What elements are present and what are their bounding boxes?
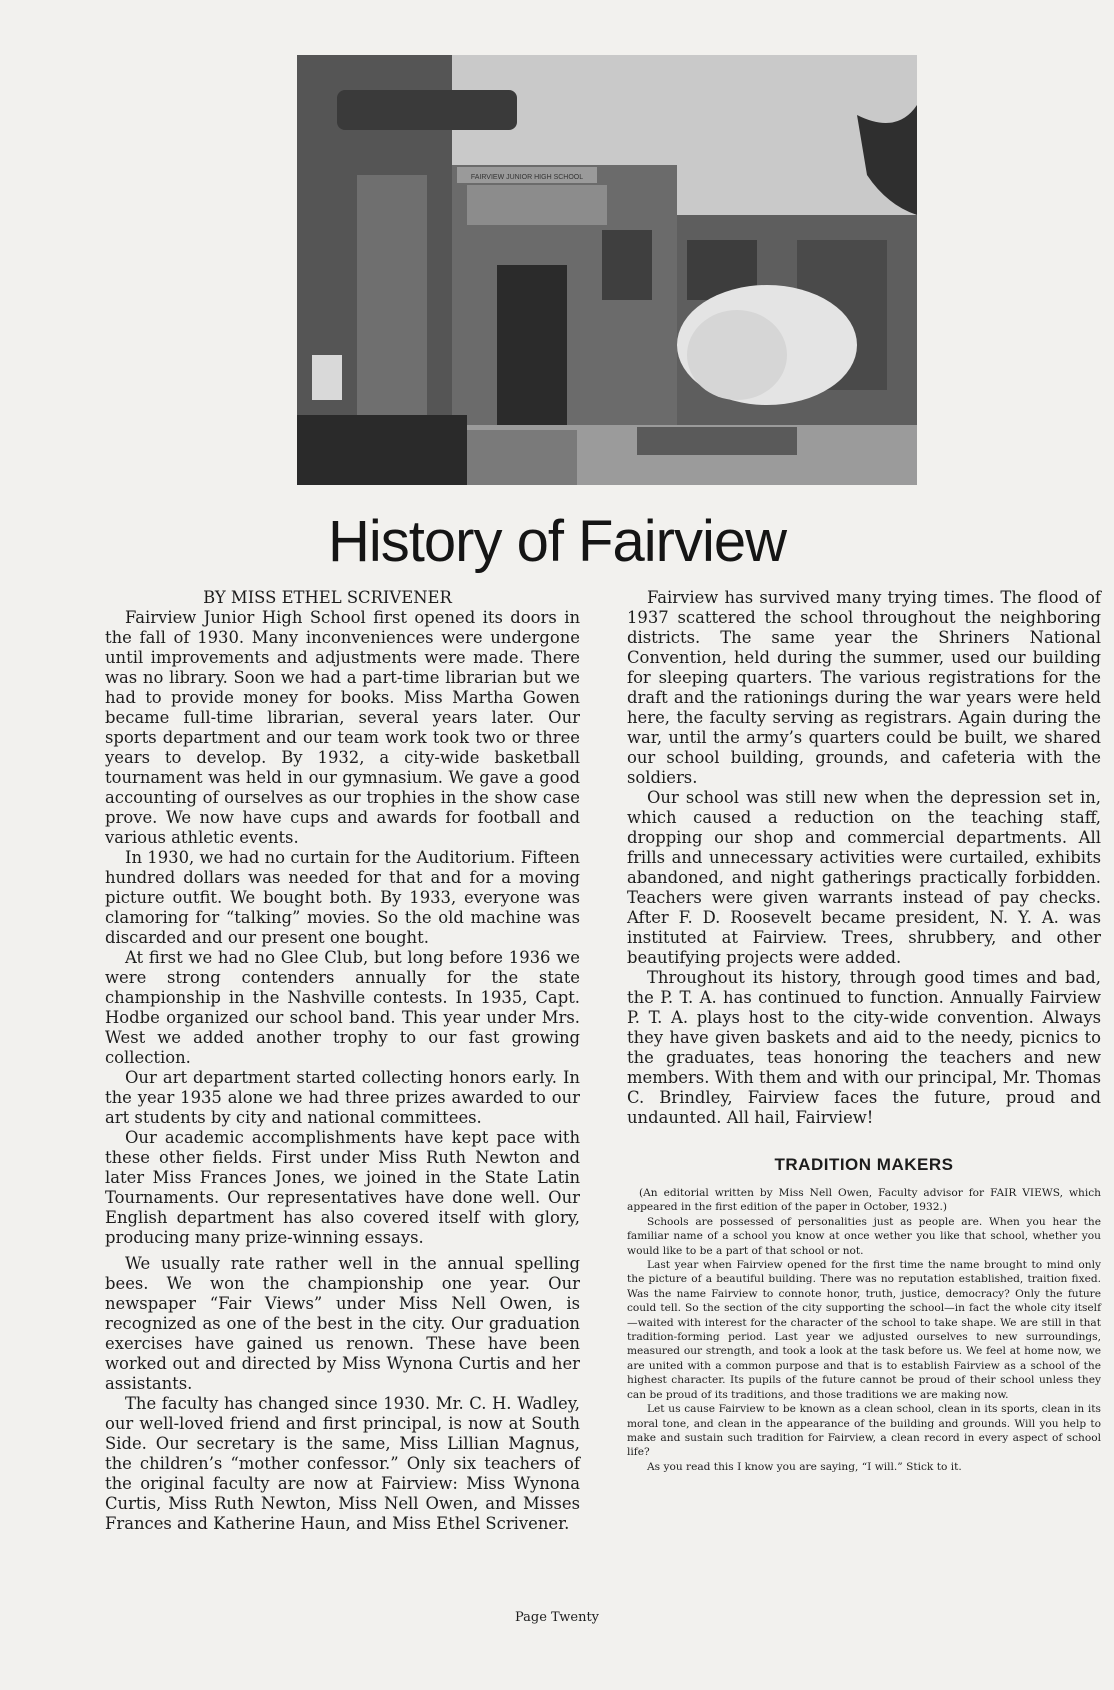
editorial-body <box>627 1186 1101 1474</box>
paragraph: In 1930, we had no curtain for the Auditorium. Fifteen hundred dollars was needed for that and for a moving picture outfit. We bought both. By 1933, everyone was clamoring for “talking” movies. So the old machine was discarded and our present one bought. <box>105 848 580 947</box>
byline: BY MISS ETHEL SCRIVENER <box>203 588 452 607</box>
paragraph: Fairview Junior High School first opened its doors in the fall of 1930. Many inconveniences were undergone until improvements and adjustments were made. There was no library. Soon we had a part-time librarian but we had to provide money for books. Miss Martha Gowen became full-time librarian, several years later. Our sports department and our team work took two or three years to develop. By 1932, a city-wide basketball tournament was held in our gymnasium. We gave a good accounting of ourselves as our trophies in the show case prove. We now have cups and awards for football and various athletic events. <box>105 608 580 847</box>
editorial-paragraph: As you read this I know you are saying, “I will.” Stick to it. <box>647 1460 962 1473</box>
editorial-note: (An editorial written by Miss Nell Owen, Faculty advisor for FAIR VIEWS, which appeared in the first edition of the paper in October, 1932.) <box>627 1187 1101 1214</box>
paragraph: We usually rate rather well in the annual spelling bees. We won the championship one year. Our newspaper “Fair Views” under Miss Nell Owen, is recognized as one of the best in the city. Our graduation exercises have gained us renown. These have been worked out and directed by Miss Wynona Curtis and her assistants. <box>105 1254 580 1393</box>
paragraph: Throughout its history, through good times and bad, the P. T. A. has continued to function. Annually Fairview P. T. A. plays host to the city-wide convention. Always they have given baskets and aid to the needy, picnics to the graduates, teas honoring the teachers and new members. With them and with our principal, Mr. Thomas C. Brindley, Fairview faces the future, proud and undaunted. All hail, Fairview! <box>627 968 1101 1127</box>
paragraph: The faculty has changed since 1930. Mr. C. H. Wadley, our well-loved friend and first principal, is now at South Side. Our secretary is the same, Miss Lillian Magnus, the children’s “mother confessor.” Only six teachers of the original faculty are now at Fairview: Miss Wynona Curtis, Miss Ruth Newton, Miss Nell Owen, and Misses Frances and Katherine Haun, and Miss Ethel Scrivener. <box>105 1394 580 1533</box>
editorial-paragraph: Let us cause Fairview to be known as a clean school, clean in its sports, clean in its moral tone, and clean in the appearance of the building and grounds. Will you help to make and sustain such tradition for Fairview, a clean record in every aspect of school life? <box>627 1403 1101 1459</box>
editorial-paragraph: Last year when Fairview opened for the first time the name brought to mind only the picture of a beautiful building. There was no reputation established, traition fixed. Was the name Fairview to connote honor, truth, justice, democracy? Only the future could tell. So the section of the city supporting the school—in fact the whole city itself—waited with interest for the character of the school to take shape. We are still in that tradition-forming period. Last year we adjusted ourselves to new surroundings, measured our strength, and took a look at the task before us. We feel at home now, we are united with a common purpose and that is to establish Fairview as a school of the highest character. Its pupils of the future cannot be proud of their school unless they can be proud of its traditions, and those traditions we are making now. <box>627 1259 1101 1401</box>
paragraph: Our academic accomplishments have kept pace with these other fields. First under Miss Ruth Newton and later Miss Frances Jones, we joined in the State Latin Tournaments. Our representatives have done well. Our English department has also covered itself with glory, producing many prize-winning essays. <box>105 1128 580 1247</box>
paragraph: At first we had no Glee Club, but long before 1936 we were strong contenders annually for the state championship in the Nashville contests. In 1935, Capt. Hodbe organized our school band. This year under Mrs. West we added another trophy to our fast growing collection. <box>105 948 580 1067</box>
right-column <box>627 588 1101 1128</box>
paragraph: Our school was still new when the depression set in, which caused a reduction on the teaching staff, dropping our shop and commercial departments. All frills and unnecessary activities were curtailed, exhibits abandoned, and night gatherings practically forbidden. Teachers were given warrants instead of pay checks. After F. D. Roosevelt became president, N. Y. A. was instituted at Fairview. Trees, shrubbery, and other beautifying projects were added. <box>627 788 1101 967</box>
school-building-illustration <box>297 55 917 485</box>
building-sign: FAIRVIEW JUNIOR HIGH SCHOOL <box>470 174 584 181</box>
editorial-paragraph: Schools are possessed of personalities just as people are. When you hear the familiar name of a school you know at once wether you like that school, whether you would like to be a part of that school or not. <box>627 1215 1101 1257</box>
article-title: History of Fairview <box>328 509 786 574</box>
paragraph: Fairview has survived many trying times. The flood of 1937 scattered the school throughout the neighboring districts. The same year the Shriners National Convention, held during the summer, used our building for sleeping quarters. The various registrations for the draft and the rationings during the war years were held here, the faculty serving as registrars. Again during the war, until the army’s quarters could be built, we shared our school building, grounds, and cafeteria with the soldiers. <box>627 588 1101 787</box>
left-column <box>105 588 580 1534</box>
paragraph: Our art department started collecting honors early. In the year 1935 alone we had three prizes awarded to our art students by city and national committees. <box>105 1068 580 1127</box>
page-number: Page Twenty <box>514 1610 600 1625</box>
editorial-heading: TRADITION MAKERS <box>774 1155 954 1174</box>
school-building-photo <box>297 55 917 485</box>
